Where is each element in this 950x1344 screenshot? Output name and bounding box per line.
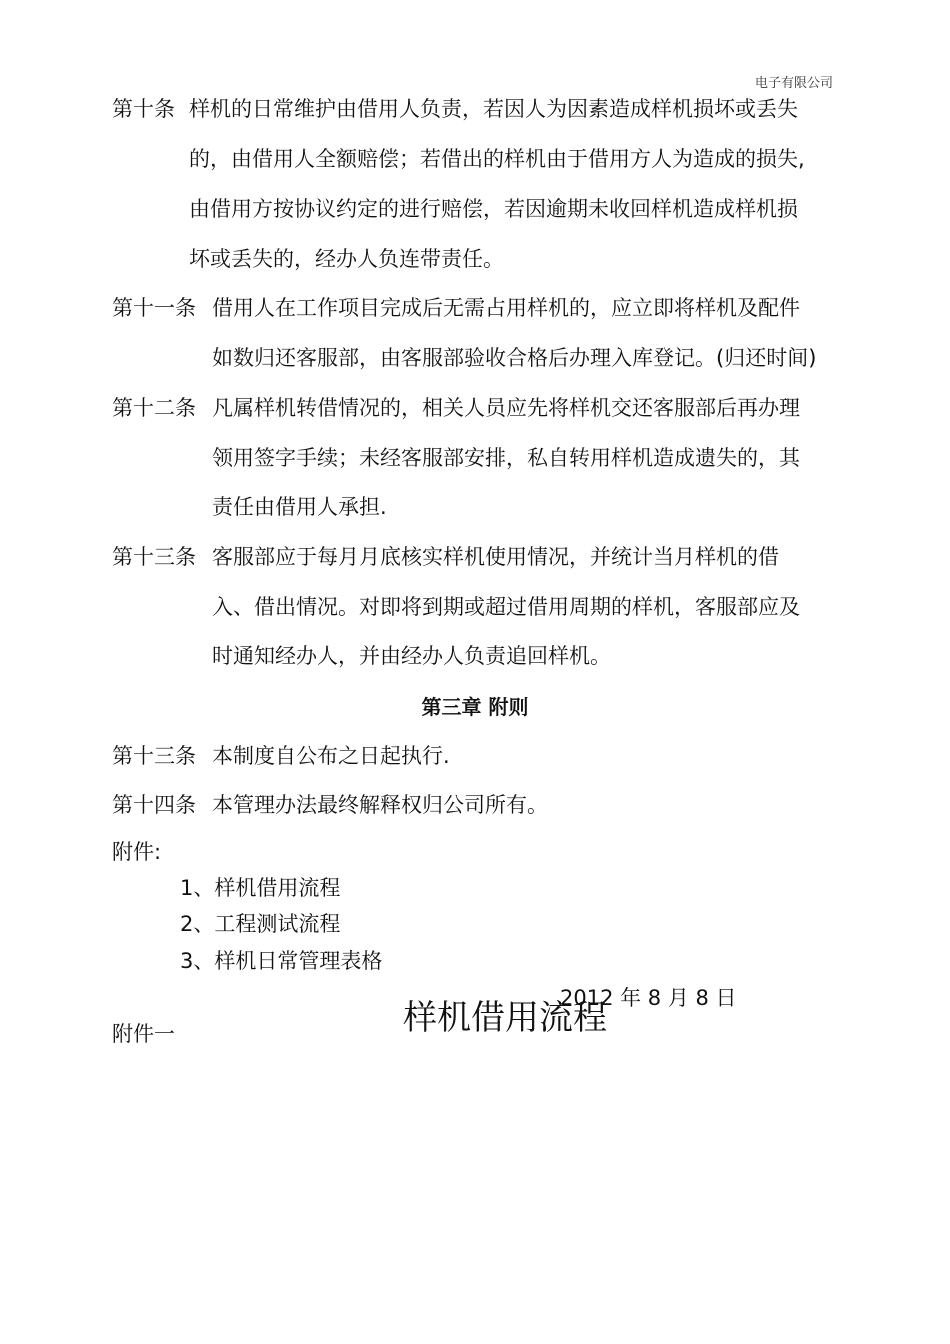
article-text-line: 本制度自公布之日起执行. bbox=[212, 744, 450, 768]
article-label: 第十三条 bbox=[112, 744, 196, 768]
article-text-line: 坏或丢失的，经办人负连带责任。 bbox=[189, 247, 504, 271]
article-text-line: 由借用方按协议约定的进行赔偿，若因逾期未收回样机造成样机损 bbox=[189, 197, 798, 221]
article-text-line: 的，由借用人全额赔偿；若借出的样机由于借用方人为造成的损失, bbox=[189, 147, 805, 171]
article-text-line: 凡属样机转借情况的，相关人员应先将样机交还客服部后再办理 bbox=[212, 396, 800, 420]
chapter-heading: 第三章 附则 bbox=[421, 695, 529, 719]
attachments-label: 附件: bbox=[112, 840, 162, 864]
appendix-label: 附件一 bbox=[112, 1022, 175, 1046]
article-text-line: 如数归还客服部，由客服部验收合格后办理入库登记。(归还时间) bbox=[212, 346, 817, 370]
attachment-item: 2、工程测试流程 bbox=[180, 912, 341, 936]
article-text-line: 责任由借用人承担. bbox=[212, 495, 387, 519]
appendix-title: 样机借用流程 bbox=[403, 998, 607, 1038]
article-text-line: 借用人在工作项目完成后无需占用样机的，应立即将样机及配件 bbox=[212, 296, 800, 320]
attachment-item: 3、样机日常管理表格 bbox=[180, 949, 383, 973]
document-date: 2012 年 8 月 8 日 bbox=[560, 986, 737, 1010]
article-text-line: 领用签字手续；未经客服部安排，私自转用样机造成遗失的，其 bbox=[212, 446, 800, 470]
article-text-line: 入、借出情况。对即将到期或超过借用周期的样机，客服部应及 bbox=[212, 595, 800, 619]
article-text-line: 时通知经办人，并由经办人负责追回样机。 bbox=[212, 644, 611, 668]
article-text-line: 样机的日常维护由借用人负责，若因人为因素造成样机损坏或丢失 bbox=[189, 97, 798, 121]
article-text-line: 本管理办法最终解释权归公司所有。 bbox=[212, 793, 548, 817]
article-label: 第十条 bbox=[112, 97, 175, 121]
article-label: 第十四条 bbox=[112, 793, 196, 817]
article-label: 第十一条 bbox=[112, 296, 196, 320]
article-label: 第十二条 bbox=[112, 396, 196, 420]
attachment-item: 1、样机借用流程 bbox=[180, 876, 341, 900]
article-text-line: 客服部应于每月月底核实样机使用情况，并统计当月样机的借 bbox=[212, 545, 779, 569]
company-header: 电子有限公司 bbox=[754, 76, 833, 91]
article-label: 第十三条 bbox=[112, 545, 196, 569]
